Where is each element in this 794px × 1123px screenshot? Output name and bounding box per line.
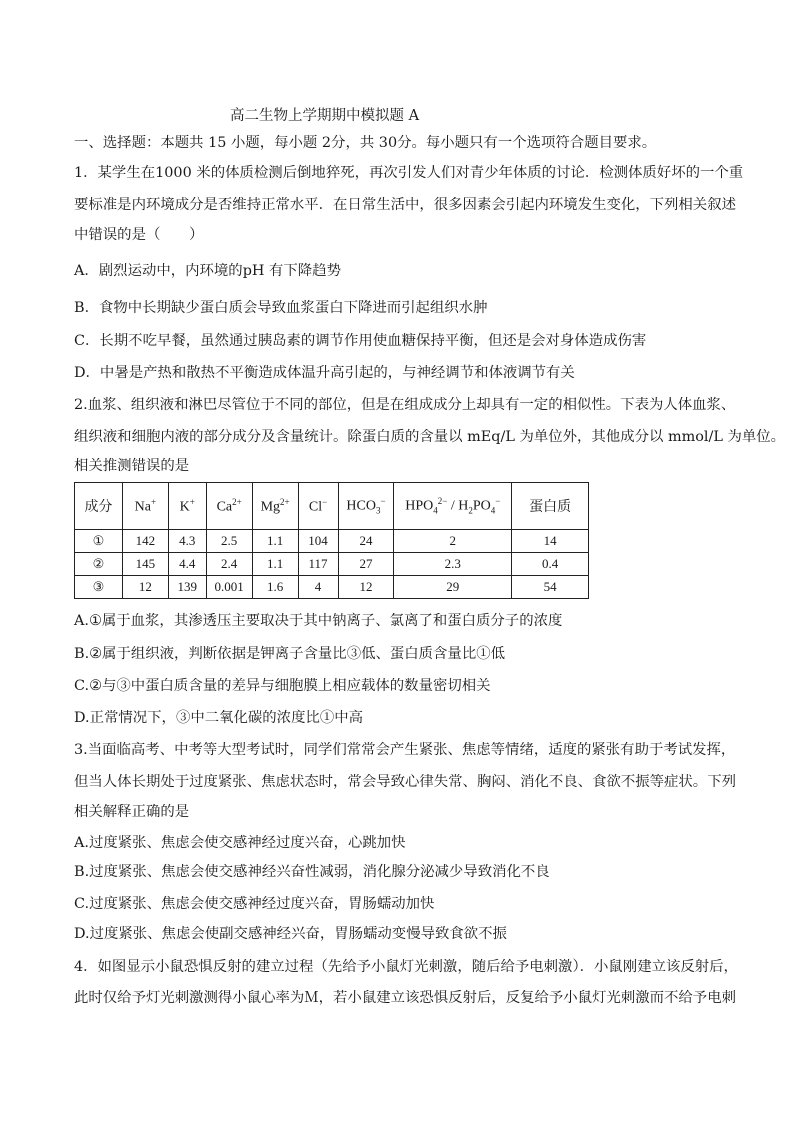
q2-option-d: D.正常情况下，③中二氧化碳的浓度比①中高 [74, 710, 364, 726]
header-cell: $HCO_3^-$ [338, 483, 394, 530]
table-cell: 4.3 [168, 530, 206, 553]
q4-stem-line-1: 4．如图显示小鼠恐惧反射的建立过程（先给予小鼠灯光刺激，随后给予电刺激）．小鼠刚建立该反射后， [74, 959, 738, 975]
q2-option-b: B.②属于组织液，判断依据是钾离子含量比③低、蛋白质含量比①低 [74, 646, 505, 662]
table-header-row [75, 483, 589, 530]
table-cell: 24 [338, 530, 394, 553]
table-cell: 2.5 [206, 530, 252, 553]
header-cell: $Mg^{2+}$ [252, 483, 298, 530]
table-row [75, 530, 589, 553]
q2-stem-line-3: 相关推测错误的是 [74, 458, 190, 474]
page-title: 高二生物上学期期中模拟题 A [230, 108, 420, 124]
q2-option-c: C.②与③中蛋白质含量的差异与细胞膜上相应载体的数量密切相关 [74, 678, 491, 694]
table-cell: 104 [298, 530, 338, 553]
header-cell: K+ [168, 483, 206, 530]
table-cell: 54 [512, 576, 589, 599]
table-cell: 117 [298, 553, 338, 576]
header-cell: Cl− [298, 483, 338, 530]
q3-stem-line-3: 相关解释正确的是 [74, 804, 190, 820]
table-cell: 1.1 [252, 530, 298, 553]
q3-option-b: B.过度紧张、焦虑会使交感神经兴奋性减弱，消化腺分泌减少导致消化不良 [74, 864, 550, 880]
table-cell: 12 [338, 576, 394, 599]
table-cell: 1.1 [252, 553, 298, 576]
composition-table [74, 482, 589, 599]
table-cell: 145 [122, 553, 168, 576]
section-heading: 一、选择题：本题共 15 小题，每小题 2分，共 30分。每小题只有一个选项符合题目要求。 [74, 135, 657, 151]
q1-option-c: C．长期不吃早餐，虽然通过胰岛素的调节作用使血糖保持平衡，但还是会对身体造成伤害 [74, 333, 647, 349]
table-cell: 12 [122, 576, 168, 599]
header-cell: $Ca^{2+}$ [206, 483, 252, 530]
table-cell: 0.001 [206, 576, 252, 599]
header-cell: 蛋白质 [512, 483, 589, 530]
q3-option-d: D.过度紧张、焦虑会使副交感神经兴奋，胃肠蠕动变慢导致食欲不振 [74, 926, 507, 942]
table-row [75, 553, 589, 576]
header-cell: 成分 [75, 483, 123, 530]
table-cell: 0.4 [512, 553, 589, 576]
q2-stem-line-2: 组织液和细胞内液的部分成分及含量统计。除蛋白质的含量以 mEq/L 为单位外，其他成分以 mmol/L 为单位。 [74, 429, 786, 445]
table-cell: ③ [75, 576, 123, 599]
q4-stem-line-2: 此时仅给予灯光刺激测得小鼠心率为Ｍ，若小鼠建立该恐惧反射后，反复给予小鼠灯光刺激而不给予电刺 [74, 990, 736, 1006]
table-cell: ② [75, 553, 123, 576]
table-cell: 1.6 [252, 576, 298, 599]
q1-stem-line-2: 要标准是内环境成分是否维持正常水平．在日常生活中，很多因素会引起内环境发生变化，下列相关叙述 [74, 197, 736, 213]
table-row [75, 576, 589, 599]
q2-stem-line-1: 2.血浆、组织液和淋巴尽管位于不同的部位，但是在组成成分上却具有一定的相似性。下表为人体血浆、 [74, 397, 736, 413]
q3-option-a: A.过度紧张、焦虑会使交感神经过度兴奋，心跳加快 [74, 835, 406, 851]
q1-option-b: B．食物中长期缺少蛋白质会导致血浆蛋白下降进而引起组织水肿 [74, 300, 488, 316]
table-cell: 4 [298, 576, 338, 599]
table-cell: 2.3 [394, 553, 512, 576]
table-cell: 139 [168, 576, 206, 599]
table-cell: 14 [512, 530, 589, 553]
q3-stem-line-2: 但当人体长期处于过度紧张、焦虑状态时，常会导致心律失常、胸闷、消化不良、食欲不振等症状。下列 [74, 774, 736, 790]
table-cell: 4.4 [168, 553, 206, 576]
table-cell: 27 [338, 553, 394, 576]
table-cell: 29 [394, 576, 512, 599]
table-cell: ① [75, 530, 123, 553]
q2-option-a: A.①属于血浆，其渗透压主要取决于其中钠离子、氯离了和蛋白质分子的浓度 [74, 613, 563, 629]
table-cell: 142 [122, 530, 168, 553]
header-cell: Na+ [122, 483, 168, 530]
q3-stem-line-1: 3.当面临高考、中考等大型考试时，同学们常常会产生紧张、焦虑等情绪，适度的紧张有助于考试发挥， [74, 742, 736, 758]
q1-stem-line-1: 1．某学生在1000 米的体质检测后倒地猝死，再次引发人们对青少年体质的讨论．检测体质好坏的一个重 [74, 165, 744, 181]
table-cell: 2 [394, 530, 512, 553]
header-cell: $HPO_4^{2-} / H_2PO_4^-$ [394, 483, 512, 530]
q3-option-c: C.过度紧张、焦虑会使交感神经过度兴奋，胃肠蠕动加快 [74, 896, 435, 912]
q1-option-a: A．剧烈运动中，内环境的pH 有下降趋势 [74, 263, 341, 279]
q1-stem-line-3: 中错误的是（ ） [74, 227, 204, 243]
table-cell: 2.4 [206, 553, 252, 576]
q1-option-d: D．中暑是产热和散热不平衡造成体温升高引起的，与神经调节和体液调节有关 [74, 365, 575, 381]
